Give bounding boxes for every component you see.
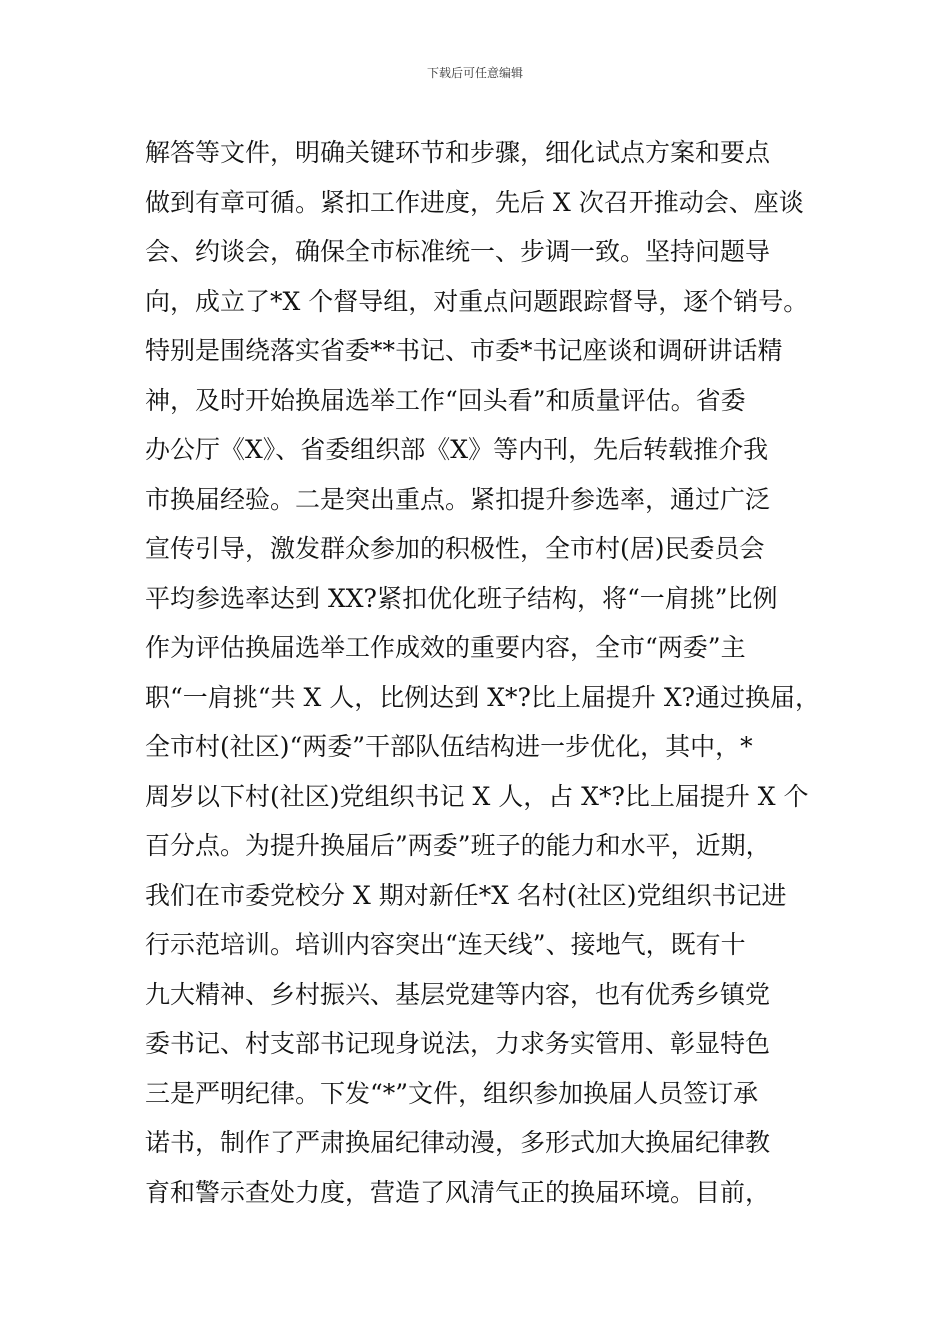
text-line: 宣传引导，激发群众参加的积极性，全市村(居)民委员会 [145,534,765,563]
text-line: 行示范培训。培训内容突出“连天线”、接地气，既有十 [145,930,746,959]
text-line: 平均参选率达到 XX?紧扣优化班子结构，将“一肩挑”比例 [145,583,778,613]
text-line: 我们在市委党校分 X 期对新任*X 名村(社区)党组织书记进 [145,880,787,910]
text-line: 周岁以下村(社区)党组织书记 X 人，占 X*?比上届提升 X 个 [145,781,809,811]
text-line: 市换届经验。二是突出重点。紧扣提升参选率，通过广泛 [145,484,771,514]
text-line: 做到有章可循。紧扣工作进度，先后 X 次召开推动会、座谈 [145,187,804,217]
text-line: 向，成立了*X 个督导组，对重点问题跟踪督导，逐个销号。 [145,286,809,316]
document-body [145,128,835,1217]
text-line: 作为评估换届选举工作成效的重要内容，全市“两委”主 [145,633,746,662]
text-line: 神，及时开始换届选举工作“回头看”和质量评估。省委 [145,385,746,415]
text-line: 九大精神、乡村振兴、基层党建等内容，也有优秀乡镇党 [145,979,771,1009]
text-line: 特别是围绕落实省委**书记、市委*书记座谈和调研讲话精 [145,336,783,365]
text-line: 会、约谈会，确保全市标准统一、步调一致。坚持问题导 [145,237,771,266]
text-line: 解答等文件，明确关键环节和步骤，细化试点方案和要点 [145,138,771,167]
text-line: 委书记、村支部书记现身说法，力求务实管用、彰显特色 [145,1029,771,1058]
text-line: 办公厅《X》、省委组织部《X》等内刊，先后转载推介我 [145,435,769,464]
text-line: 百分点。为提升换届后”两委”班子的能力和水平，近期， [145,831,771,860]
text-line: 职“一肩挑“共 X 人，比例达到 X*?比上届提升 X?通过换届， [145,682,821,712]
page-header: 下载后可任意编辑 [426,66,523,80]
text-line: 全市村(社区)“两委”干部队伍结构进一步优化，其中，* [145,732,753,761]
text-line: 育和警示查处力度，营造了风清气正的换届环境。目前， [145,1177,771,1207]
text-line: 三是严明纪律。下发“*”文件，组织参加换届人员签订承 [145,1078,759,1108]
text-line: 诺书，制作了严肃换届纪律动漫，多形式加大换届纪律教 [145,1128,771,1157]
